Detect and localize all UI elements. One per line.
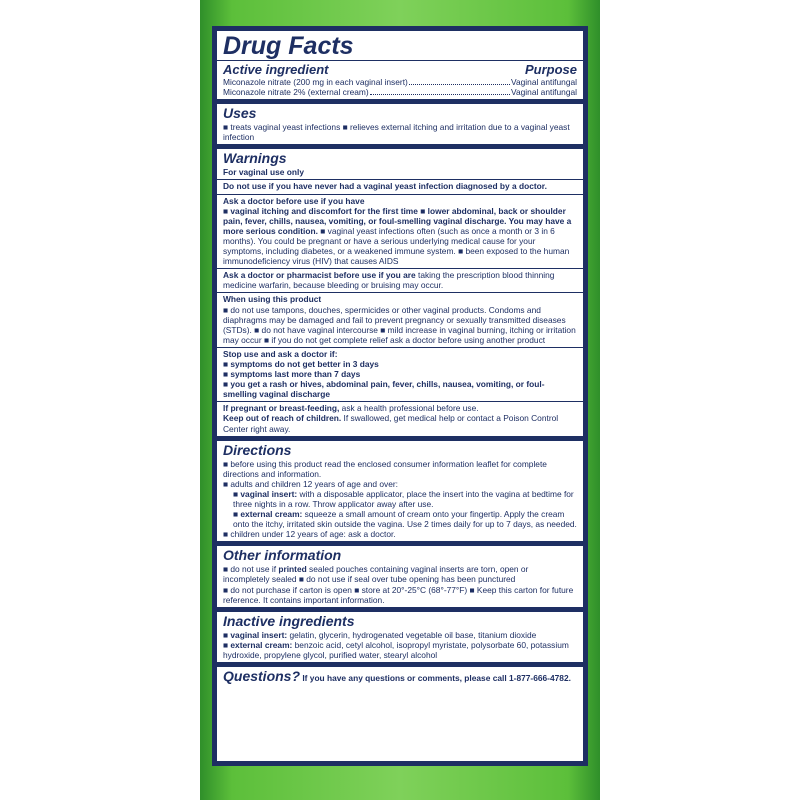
questions-heading: Questions? (223, 668, 301, 685)
panel-title: Drug Facts (223, 32, 354, 60)
questions-section (217, 667, 583, 687)
uses-text: ■ treats vaginal yeast infections ■ relieves external itching and irritation due to a vaginal yeast infection (223, 122, 570, 143)
ask-doctor-heading: Ask a doctor before use if you have (223, 195, 365, 206)
when-using-heading: When using this product (223, 294, 322, 305)
ingredient-purpose: Vaginal antifungal (511, 77, 577, 87)
inactive-ingredients-section (217, 612, 583, 662)
ingredient-name: Miconazole nitrate 2% (external cream) (223, 87, 369, 98)
stop-use-heading: Stop use and ask a doctor if: (223, 348, 338, 359)
directions-item: ■ children under 12 years of age: ask a doctor. (223, 529, 396, 540)
ask-doctor-text: ■ vaginal itching and discomfort for the first time ■ lower abdominal, back or shoulder pain, fever, chills, nausea, vomiting, or foul-smelling vaginal discharge. You may have a more serious condition. ■ vaginal yeast infections often (such as once a month or 3 in 6 months). You could be pregnant or have a serious underlying medical cause for your symptoms, including diabetes, or a weakened immune system. ■ been exposed to the human immunodeficiency virus (HIV) that causes AIDS (223, 205, 572, 267)
warnings-heading: Warnings (223, 150, 287, 167)
vaginal-use-only: For vaginal use only (223, 167, 304, 178)
uses-section (217, 104, 583, 144)
active-ingredient-heading: Active ingredient (223, 62, 329, 77)
when-using-text: ■ do not use tampons, douches, spermicides or other vaginal products. Condoms and diaphragms may be damaged and fail to prevent pregnancy or sexually transmitted diseases (STDs). ■ do not have vaginal intercourse ■ mild increase in vaginal burning, itching or irritation may occur ■ if you do not get complete relief ask a doctor before using another product (223, 304, 576, 345)
other-information-section (217, 546, 583, 606)
active-ingredient-section (217, 61, 583, 99)
ingredient-row (223, 77, 577, 87)
directions-item: ■ adults and children 12 years of age and over: (223, 478, 398, 489)
directions-item: ■ before using this product read the enclosed consumer information leaflet for complete directions and information. (223, 458, 547, 479)
other-information-text: ■ do not use if printed sealed pouches containing vaginal inserts are torn, open or incompletely sealed ■ do not use if seal over tube opening has been punctured (223, 564, 529, 585)
inactive-ingredients-heading: Inactive ingredients (223, 612, 355, 629)
stop-use-item: ■ symptoms last more than 7 days (223, 369, 361, 380)
inactive-cream: ■ external cream: benzoic acid, cetyl alcohol, isopropyl myristate, polysorbate 60, potassium hydroxide, propylene glycol, purified water, stearyl alcohol (223, 639, 569, 660)
questions-text: If you have any questions or comments, please call 1-877-666-4782. (300, 673, 571, 684)
ingredient-purpose: Vaginal antifungal (511, 87, 577, 98)
stop-use-item: ■ you get a rash or hives, abdominal pain, fever, chills, nausea, vomiting, or foul-smelling vaginal discharge (223, 379, 545, 400)
drug-facts-panel (212, 26, 588, 766)
other-information-text: ■ do not purchase if carton is open ■ store at 20°-25°C (68°-77°F) ■ Keep this carton for future reference. It contains important information. (223, 584, 574, 605)
pregnancy-text: If pregnant or breast-feeding, ask a health professional before use. (223, 403, 479, 414)
warnings-section (217, 149, 583, 179)
directions-insert: ■ vaginal insert: with a disposable applicator, place the insert into the vagina at bedtime for three nights in a row. Throw applicator away after use. (233, 488, 574, 509)
purpose-heading: Purpose (524, 62, 577, 77)
ingredient-name: Miconazole nitrate (200 mg in each vaginal insert) (223, 77, 408, 87)
ingredient-row (223, 87, 577, 97)
ask-pharmacist-text: Ask a doctor or pharmacist before use if you are taking the prescription blood thinning medicine warfarin, because bleeding or bruising may occur. (223, 270, 555, 291)
other-information-heading: Other information (223, 547, 342, 564)
directions-cream: ■ external cream: squeeze a small amount of cream onto your fingertip. Apply the cream onto the itchy, irritated skin outside the vagina. Use 2 times daily for up to 7 days, as needed. (233, 509, 577, 530)
keep-out-of-reach-text: Keep out of reach of children. If swallowed, get medical help or contact a Poison Control Center right away. (223, 413, 559, 434)
stop-use-item: ■ symptoms do not get better in 3 days (223, 358, 379, 369)
do-not-use-text: Do not use if you have never had a vaginal yeast infection diagnosed by a doctor. (223, 181, 547, 192)
directions-section (217, 441, 583, 542)
inactive-insert: ■ vaginal insert: gelatin, glycerin, hydrogenated vegetable oil base, titanium dioxide (223, 629, 537, 640)
directions-heading: Directions (223, 441, 292, 458)
uses-heading: Uses (223, 105, 257, 122)
